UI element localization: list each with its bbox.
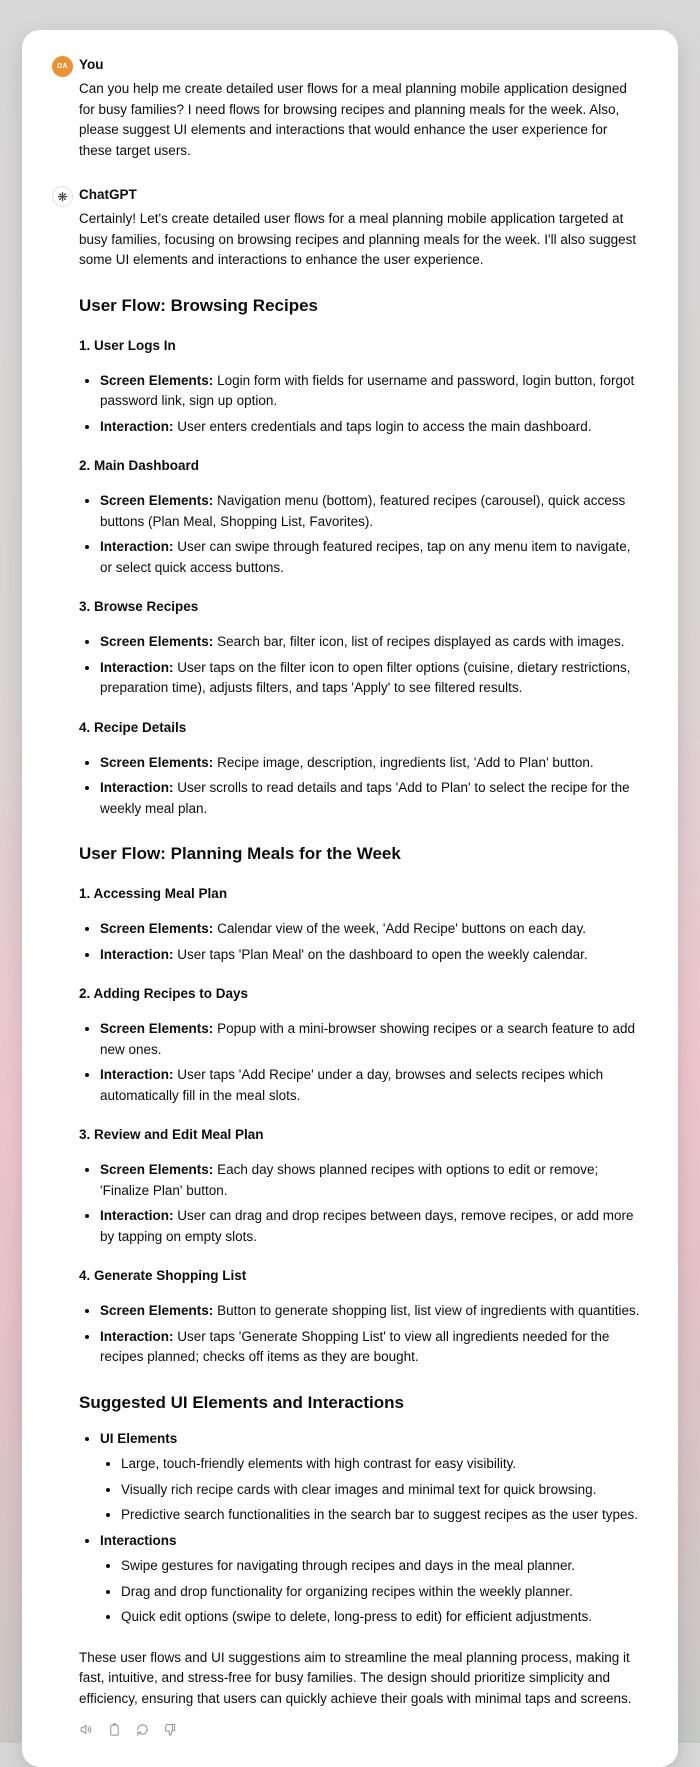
bullet-item: • Predictive search functionalities in the search bar to suggest recipes as the user types. <box>121 1505 640 1526</box>
user-message <box>52 55 640 161</box>
read-aloud-button[interactable] <box>79 1722 94 1737</box>
assistant-closing: These user flows and UI suggestions aim to streamline the meal planning process, making it fast, intuitive, and stress-free for busy families. The design should prioritize simplicity and efficiency, ensuring that users can quickly achieve their goals with minimal taps and screens. <box>79 1649 632 1706</box>
assistant-prose <box>79 209 640 1709</box>
step-heading: 1. Accessing Meal Plan <box>79 886 228 901</box>
bullet-list <box>79 1019 640 1106</box>
message-actions <box>79 1722 640 1737</box>
bullet-list <box>79 491 640 578</box>
step-heading: 1. User Logs In <box>79 337 176 353</box>
sub-bullet-list <box>100 1454 640 1526</box>
bullet-item: • Large, touch-friendly elements with high contrast for easy visibility. <box>121 1454 640 1475</box>
step-heading: 4. Generate Shopping List <box>79 1268 247 1283</box>
redo-icon <box>135 1722 150 1737</box>
assistant-blocks <box>79 294 640 1628</box>
bullet-list <box>79 753 640 820</box>
assistant-intro: Certainly! Let's create detailed user flows for a meal planning mobile application targeted at busy families, focusing on browsing recipes and planning meals for the week. I'll also suggest some UI elements and interactions to enhance the user experience. <box>79 211 637 267</box>
assistant-message <box>52 185 640 1737</box>
bullet-list <box>79 1301 640 1368</box>
bullet-item: • Screen Elements: Button to generate shopping list, list view of ingredients with quantities. <box>100 1301 640 1322</box>
bullet-list <box>79 1160 640 1247</box>
step-heading: 2. Main Dashboard <box>79 458 200 473</box>
nested-bullet-list <box>79 1429 640 1628</box>
thumbs-down-icon <box>163 1722 178 1737</box>
bullet-item: • Screen Elements: Each day shows planned recipes with options to edit or remove; 'Finalize Plan' button. <box>100 1160 640 1201</box>
bullet-list <box>79 632 640 699</box>
bullet-item: • Drag and drop functionality for organizing recipes within the weekly planner. <box>121 1582 640 1603</box>
step-heading: 4. Recipe Details <box>79 719 187 735</box>
user-message-text: Can you help me create detailed user flows for a meal planning mobile application designed for busy families? I need flows for browsing recipes and planning meals for the week. Also, please suggest UI elements and interactions that would enhance the user experience for these target users. <box>79 81 627 158</box>
bullet-item: • Screen Elements: Popup with a mini-browser showing recipes or a search feature to add new ones. <box>100 1019 640 1060</box>
bullet-item: • Interaction: User taps 'Plan Meal' on the dashboard to open the weekly calendar. <box>100 945 640 966</box>
copy-button[interactable] <box>107 1722 122 1737</box>
thumbs-down-button[interactable] <box>163 1722 178 1737</box>
bullet-item: • Swipe gestures for navigating through recipes and days in the meal planner. <box>121 1556 640 1577</box>
clipboard-icon <box>107 1722 122 1737</box>
bullet-group: • UI Elements • Large, touch-friendly elements with high contrast for easy visibility. • Visually rich recipe cards with clear images and minimal text for quick browsing. • Predictive search functionalities in the search bar to suggest recipes as the user types. <box>100 1429 640 1526</box>
section-heading: Suggested UI Elements and Interactions <box>79 1392 404 1412</box>
bullet-group: • Interactions • Swipe gestures for navigating through recipes and days in the meal planner. • Drag and drop functionality for organizing recipes within the weekly planner. • Quick edit options (swipe to delete, long-press to edit) for efficient adjustments. <box>100 1531 640 1628</box>
step-heading: 3. Review and Edit Meal Plan <box>79 1127 264 1142</box>
bullet-item: • Visually rich recipe cards with clear images and minimal text for quick browsing. <box>121 1480 640 1501</box>
chatgpt-logo-icon: ❋ <box>52 186 73 207</box>
regenerate-button[interactable] <box>135 1722 150 1737</box>
bullet-item: • Interaction: User taps 'Generate Shopping List' to view all ingredients needed for the recipes planned; checks off items as they are bought. <box>100 1327 640 1368</box>
bullet-item: • Screen Elements: Search bar, filter icon, list of recipes displayed as cards with images. <box>100 632 640 653</box>
bullet-item: • Interaction: User can swipe through featured recipes, tap on any menu item to navigate, or select quick access buttons. <box>100 537 640 578</box>
bullet-item: • Quick edit options (swipe to delete, long-press to edit) for efficient adjustments. <box>121 1607 640 1628</box>
section-heading: User Flow: Browsing Recipes <box>79 295 318 315</box>
bullet-item: • Interaction: User can drag and drop recipes between days, remove recipes, or add more by tapping on empty slots. <box>100 1206 640 1247</box>
bullet-item: • Screen Elements: Recipe image, description, ingredients list, 'Add to Plan' button. <box>100 753 640 774</box>
bullet-item: • Screen Elements: Navigation menu (bottom), featured recipes (carousel), quick access buttons (Plan Meal, Shopping List, Favorites). <box>100 491 640 532</box>
assistant-author-label: ChatGPT <box>79 187 137 202</box>
bullet-item: • Interaction: User enters credentials and taps login to access the main dashboard. <box>100 417 640 438</box>
bullet-list <box>79 371 640 438</box>
bullet-item: • Interaction: User taps 'Add Recipe' under a day, browses and selects recipes which automatically fill in the meal slots. <box>100 1065 640 1106</box>
step-heading: 2. Adding Recipes to Days <box>79 986 249 1001</box>
bullet-item: • Interaction: User taps on the filter icon to open filter options (cuisine, dietary restrictions, preparation time), adjusts filters, and taps 'Apply' to see filtered results. <box>100 658 640 699</box>
sub-bullet-list <box>100 1556 640 1628</box>
speaker-icon <box>79 1722 94 1737</box>
bullet-item: • Screen Elements: Login form with fields for username and password, login button, forgot password link, sign up option. <box>100 371 640 412</box>
user-avatar <box>52 56 73 77</box>
bullet-item: • Interaction: User scrolls to read details and taps 'Add to Plan' to select the recipe for the weekly meal plan. <box>100 778 640 819</box>
user-avatar-initials: DA <box>57 63 68 70</box>
conversation-card <box>22 30 678 1767</box>
section-heading: User Flow: Planning Meals for the Week <box>79 844 401 863</box>
user-author-label: You <box>79 57 104 72</box>
bullet-list <box>79 919 640 965</box>
step-heading: 3. Browse Recipes <box>79 599 199 614</box>
bullet-item: • Screen Elements: Calendar view of the week, 'Add Recipe' buttons on each day. <box>100 919 640 940</box>
